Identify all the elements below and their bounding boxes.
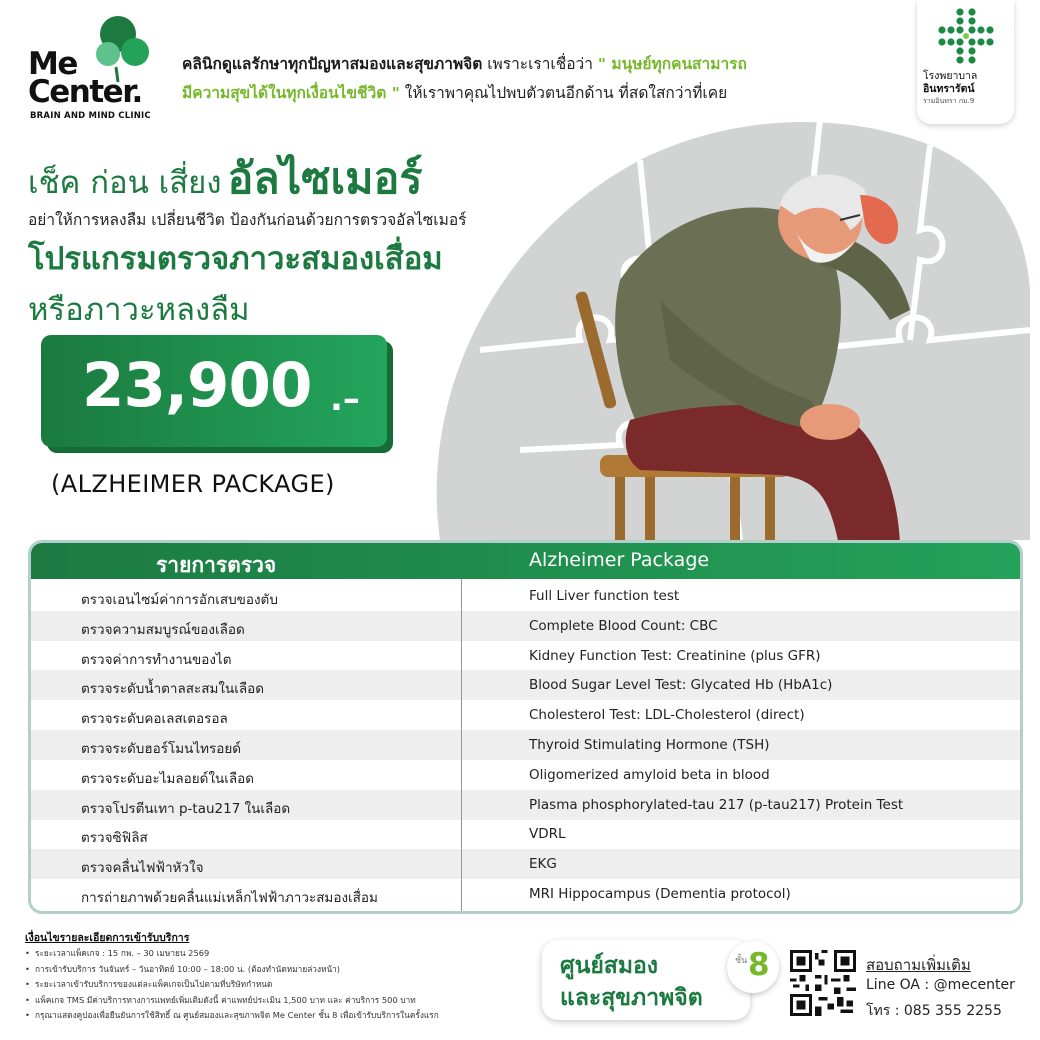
table-cell-english: Thyroid Stimulating Hormone (TSH) (529, 737, 770, 753)
table-cell-thai: ตรวจระดับอะไมลอยด์ในเลือด (81, 770, 255, 787)
brand-name-line1: Me (28, 46, 77, 82)
condition-item: • แพ็คเกจ TMS มีค่าบริการทางการแพทย์เพิ่มเติมดังนี้ ค่าแพทย์ประเมิน 1,500 บาท และ ค่าบริการ 500 บาท (25, 993, 535, 1009)
hospital-logo-card (917, 0, 1014, 124)
table-row (31, 819, 1020, 849)
condition-item: • ระยะเวลาเข้ารับบริการของแต่ละแพ็คเกจเป็นไปตามที่บริษัทกำหนด (25, 977, 535, 993)
table-cell-thai: ตรวจระดับคอเลสเตอรอล (81, 711, 228, 728)
package-label: (ALZHEIMER PACKAGE) (51, 470, 335, 498)
tagline (182, 50, 872, 108)
table-row (31, 879, 1020, 909)
brand-name-line2: Center. (28, 74, 142, 110)
table-cell-thai: ตรวจค่าการทำงานของไต (81, 651, 232, 668)
tagline-bold: คลินิกดูแลรักษาทุกปัญหาสมองและสุขภาพจิต (182, 55, 483, 73)
tagline-regular: เพราะเราเชื่อว่า (482, 55, 598, 73)
hospital-name-line1: โรงพยาบาล (923, 70, 978, 82)
table-divider (461, 579, 462, 912)
table-cell-english: Oligomerized amyloid beta in blood (529, 766, 770, 783)
floor-number: 8 (748, 947, 770, 983)
tagline-line1 (182, 50, 872, 79)
elderly-man-puzzle-illustration (400, 100, 1040, 550)
table-row (31, 700, 1020, 730)
program-title: โปรแกรมตรวจภาวะสมองเสื่อม (28, 241, 443, 277)
brand-subtitle: BRAIN AND MIND CLINIC (30, 111, 151, 121)
table-row (31, 849, 1020, 879)
tagline-line2 (182, 79, 872, 108)
table-cell-english: Complete Blood Count: CBC (529, 617, 718, 634)
headline-alzheimer: อัลไซเมอร์ (227, 154, 423, 204)
tagline-regular-2: ให้เราพาคุณไปพบตัวตนอีกด้าน ที่สดใสกว่าที่เคย (399, 84, 728, 102)
table-cell-thai: การถ่ายภาพด้วยคลื่นแม่เหล็กไฟฟ้าภาวะสมองเสื่อม (81, 890, 378, 906)
table-cell-english: Cholesterol Test: LDL-Cholesterol (direct) (529, 707, 805, 724)
center-badge-line2: และสุขภาพจิต (560, 985, 703, 1011)
table-cell-thai: ตรวจระดับน้ำตาลสะสมในเลือด (81, 681, 264, 698)
center-badge-line1: ศูนย์สมอง (560, 953, 659, 979)
hospital-name-line2: อินทรารัตน์ (923, 83, 975, 95)
table-cell-english: VDRL (529, 826, 566, 843)
floor-prefix: ชั้น (735, 956, 748, 966)
table-cell-english: EKG (529, 856, 557, 873)
headline-check-alzheimer (28, 144, 422, 212)
hospital-name (923, 70, 1011, 106)
headline-subline: อย่าให้การหลงลืม เปลี่ยนชีวิต ป้องกันก่อนด้วยการตรวจอัลไซเมอร์ (28, 211, 467, 229)
table-cell-english: Blood Sugar Level Test: Glycated Hb (HbA1c) (529, 677, 833, 694)
table-row (31, 760, 1020, 790)
contact-title[interactable]: สอบถามเพิ่มเติม (866, 956, 971, 974)
table-row (31, 581, 1020, 611)
table-row (31, 611, 1020, 641)
price-suffix: .– (330, 379, 360, 419)
checkup-table (28, 540, 1023, 914)
conditions-title: เงื่อนไขรายละเอียดการเข้ารับบริการ (25, 932, 190, 944)
price-value: 23,900 (82, 350, 312, 421)
table-cell-english: Full Liver function test (529, 588, 680, 604)
tagline-quote-start: " มนุษย์ทุกคนสามารถ (597, 55, 747, 73)
table-row (31, 670, 1020, 700)
table-cell-thai: ตรวจเอนไซม์ค่าการอักเสบของตับ (81, 592, 278, 608)
contact-line-oa[interactable]: Line OA : @mecenter (866, 977, 1015, 993)
conditions-list (25, 946, 535, 1024)
table-header-right: Alzheimer Package (529, 549, 710, 571)
condition-item: • กรุณาแสดงคูปองเพื่อยืนยันการใช้สิทธิ์ ณ ศูนย์สมองและสุขภาพจิต Me Center ชั้น 8 เพื่อเข้ารับบริการในครั้งแรก (25, 1008, 535, 1024)
table-cell-thai: ตรวจโปรตีนเทา p-tau217 ในเลือด (81, 800, 291, 817)
program-subtitle: หรือภาวะหลงลืม (28, 292, 250, 328)
contact-phone[interactable]: โทร : 085 355 2255 (866, 1003, 1002, 1019)
table-cell-thai: ตรวจระดับฮอร์โมนไทรอยด์ (81, 741, 242, 757)
table-header-left: รายการตรวจ (156, 553, 277, 577)
table-row (31, 641, 1020, 671)
qr-code-icon[interactable] (790, 950, 856, 1016)
green-cross-dots-icon (936, 6, 996, 66)
condition-item: • การเข้ารับบริการ วันจันทร์ – วันอาทิตย์ 10:00 – 18:00 น. (ต้องทำนัดหมายล่วงหน้า) (25, 962, 535, 978)
hospital-branch: รามอินทรา กม.9 (923, 97, 975, 105)
condition-item: • ระยะเวลาแพ็คเกจ : 15 กพ. – 30 เมษายน 2569 (25, 946, 535, 962)
table-cell-english: MRI Hippocampus (Dementia protocol) (529, 886, 791, 902)
tagline-quote-end: มีความสุขได้ในทุกเงื่อนไขชีวิต " (182, 84, 400, 102)
table-header (31, 543, 1020, 579)
table-cell-thai: ตรวจความสมบูรณ์ของเลือด (81, 621, 245, 638)
table-cell-english: Kidney Function Test: Creatinine (plus GFR) (529, 647, 821, 664)
table-row (31, 730, 1020, 760)
table-cell-thai: ตรวจคลื่นไฟฟ้าหัวใจ (81, 860, 204, 877)
brand-name (28, 46, 142, 110)
table-cell-english: Plasma phosphorylated-tau 217 (p-tau217) Protein Test (529, 796, 904, 813)
table-cell-thai: ตรวจซิฟิลิส (81, 830, 148, 847)
table-row (31, 790, 1020, 820)
headline-prefix: เช็ค ก่อน เสี่ยง (28, 165, 222, 201)
